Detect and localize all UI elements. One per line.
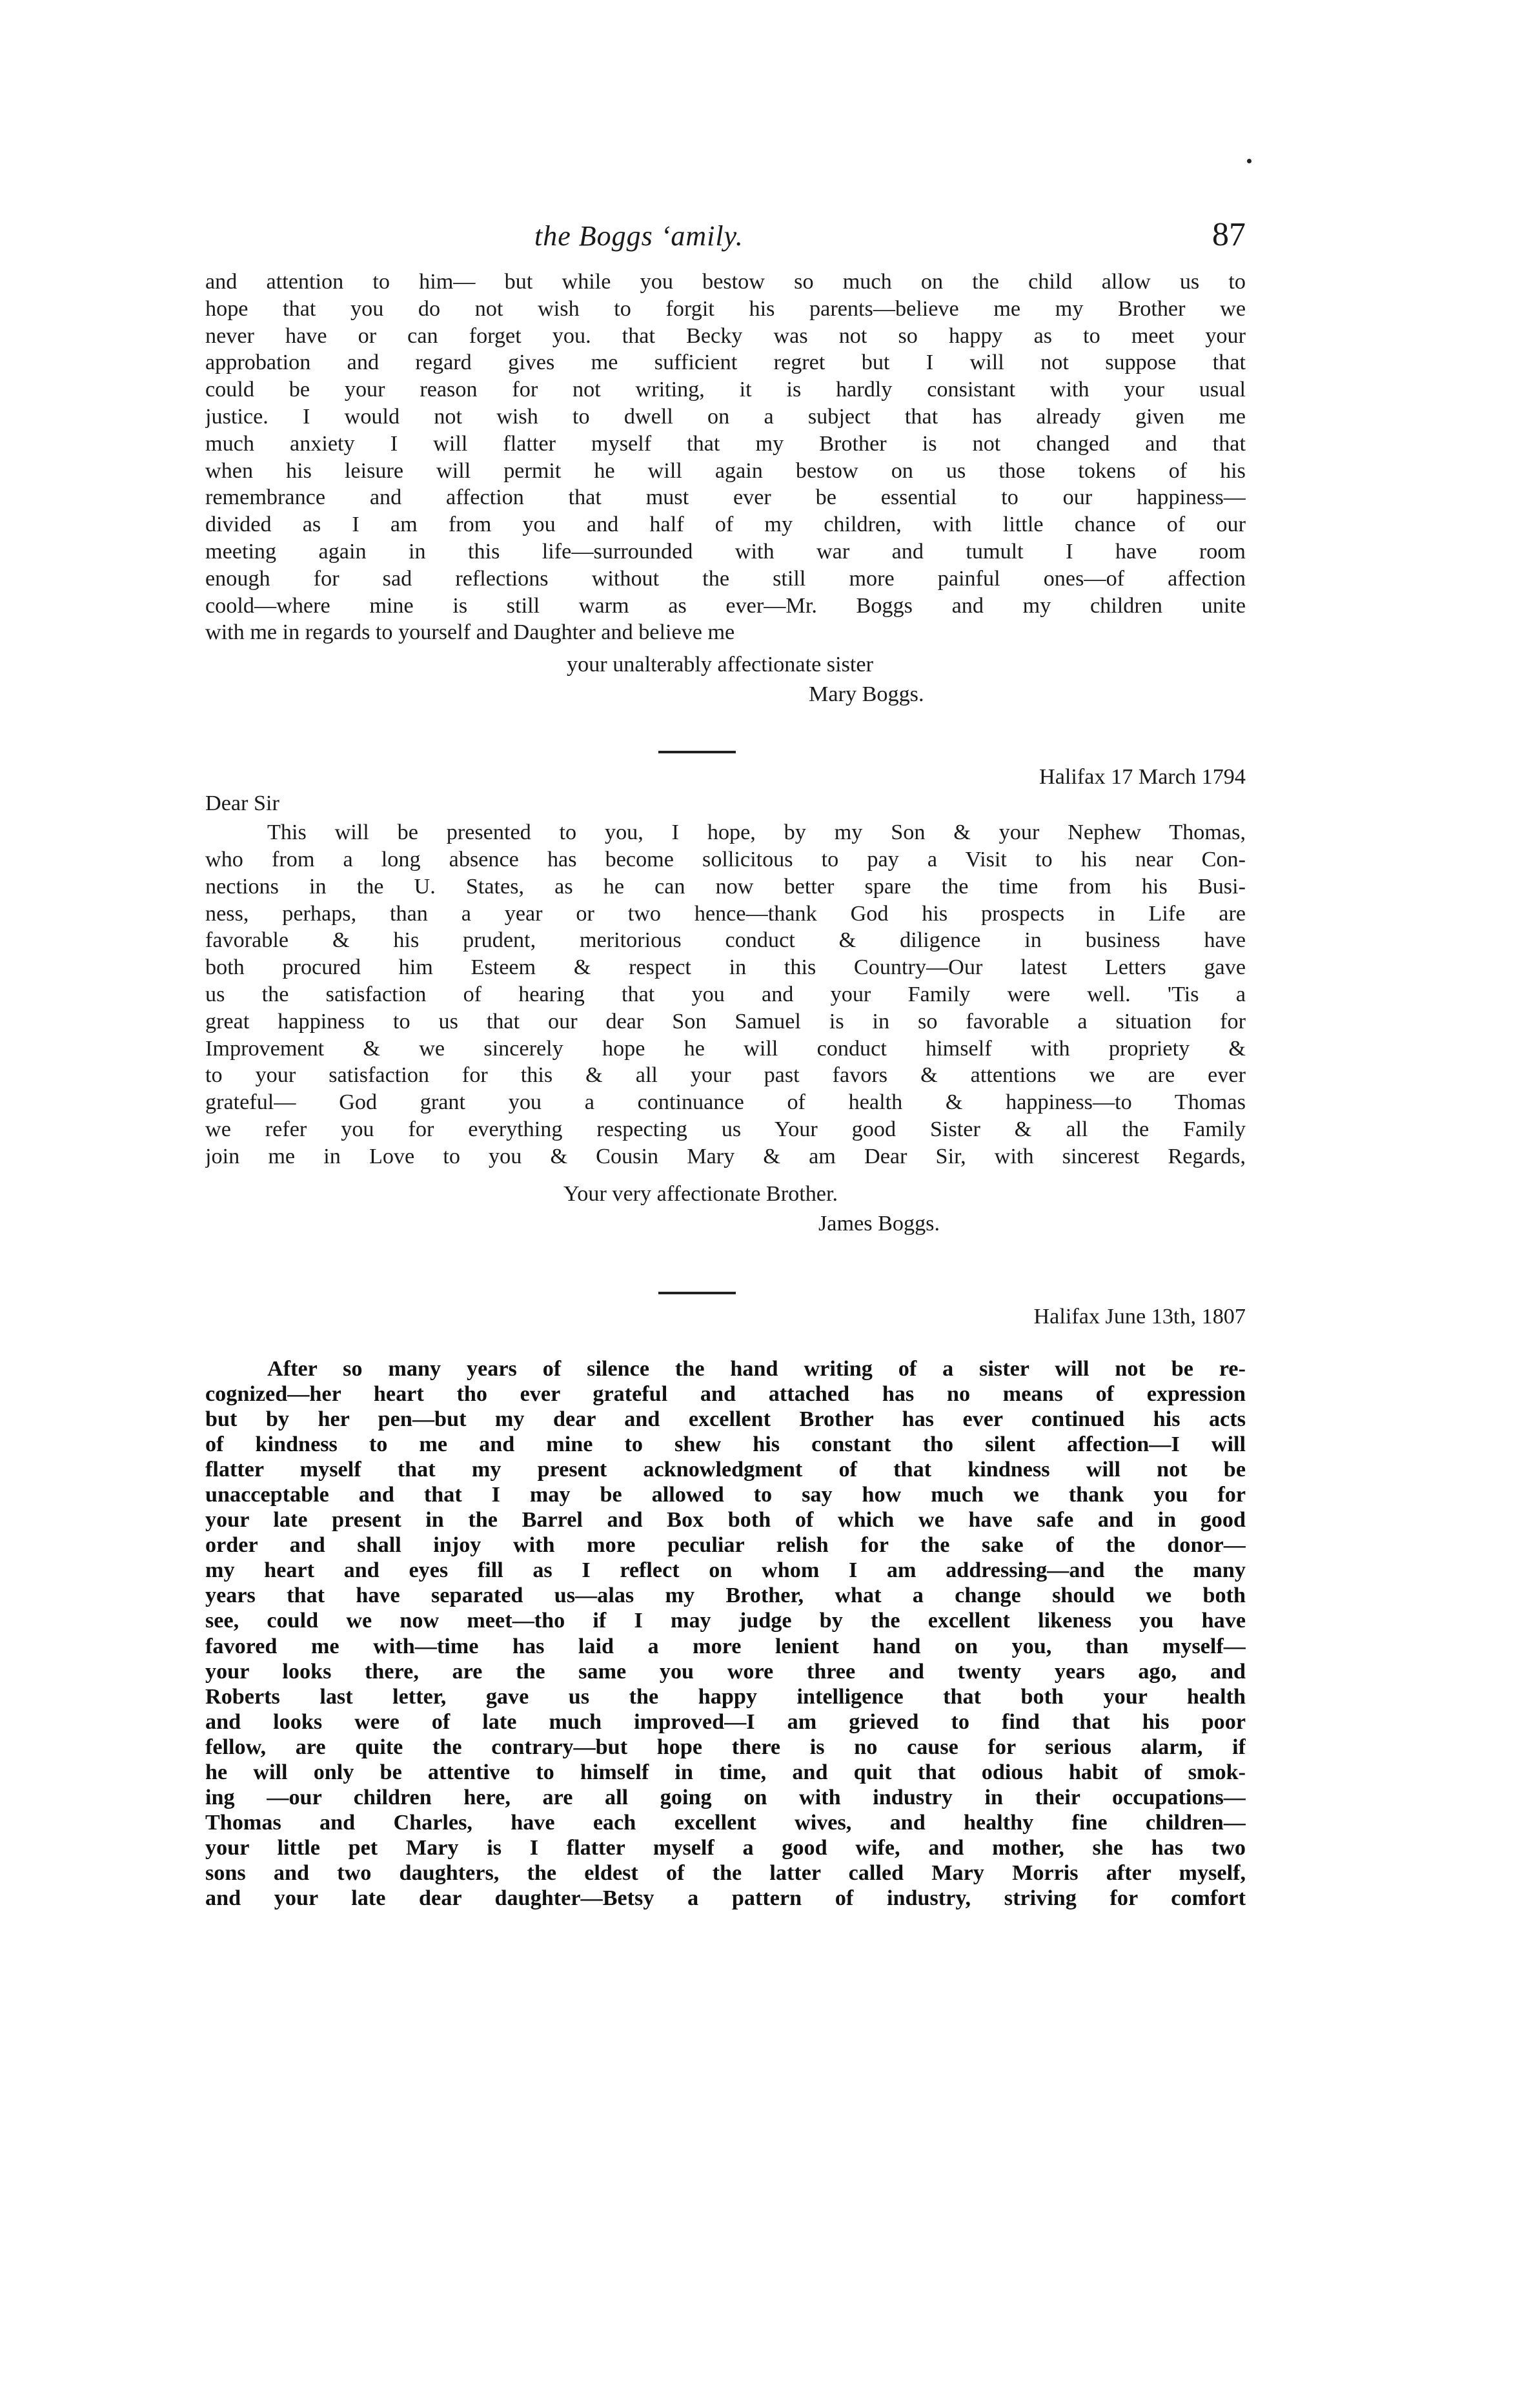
text-line: us the satisfaction of hearing that you and your Family were well. 'Tis a bbox=[205, 982, 1246, 1006]
text-line: meeting again in this life—surrounded with war and tumult I have room bbox=[205, 539, 1246, 564]
text-line: and your late dear daughter—Betsy a pattern of industry, striving for comfort bbox=[205, 1886, 1246, 1911]
stray-mark bbox=[1247, 159, 1251, 163]
text-line: your looks there, are the same you wore three and twenty years ago, and bbox=[205, 1659, 1246, 1684]
text-line: great happiness to us that our dear Son Samuel is in so favorable a situation for bbox=[205, 1009, 1246, 1034]
text-line: enough for sad reflections without the still more painful ones—of affection bbox=[205, 566, 1246, 591]
text-line: much anxiety I will flatter myself that my Brother is not changed and that bbox=[205, 431, 1246, 456]
text-line: divided as I am from you and half of my children, with little chance of our bbox=[205, 513, 1246, 537]
text-line: remembrance and affection that must ever be essential to our happiness— bbox=[205, 485, 1246, 510]
text-line: This will be presented to you, I hope, by my Son & your Nephew Thomas, bbox=[267, 820, 1246, 845]
letter-1807-body bbox=[205, 1356, 1246, 1911]
text-line: sons and two daughters, the eldest of the latter called Mary Morris after myself, bbox=[205, 1861, 1246, 1886]
text-line: coold—where mine is still warm as ever—Mr. Boggs and my children unite bbox=[205, 593, 1246, 618]
text-line: who from a long absence has become sollicitous to pay a Visit to his near Con- bbox=[205, 847, 1246, 871]
letter-1807-dateline: Halifax June 13th, 1807 bbox=[1033, 1304, 1246, 1329]
text-line: cognized—her heart tho ever grateful and attached has no means of expression bbox=[205, 1381, 1246, 1406]
text-line: After so many years of silence the hand writing of a sister will not be re- bbox=[267, 1356, 1246, 1381]
text-line: grateful— God grant you a continuance of health & happiness—to Thomas bbox=[205, 1090, 1246, 1115]
signature: Mary Boggs. bbox=[809, 682, 924, 707]
text-line: never have or can forget you. that Becky was not so happy as to meet your bbox=[205, 323, 1246, 348]
text-line: Improvement & we sincerely hope he will conduct himself with propriety & bbox=[205, 1036, 1246, 1061]
letter-mary-boggs-body bbox=[205, 269, 1246, 646]
text-line: and attention to him— but while you bestow so much on the child allow us to bbox=[205, 270, 1246, 294]
text-line: we refer you for everything respecting us Your good Sister & all the Family bbox=[205, 1117, 1246, 1141]
letter-james-boggs-body bbox=[205, 819, 1246, 1170]
text-line: years that have separated us—alas my Brother, what a change should we both bbox=[205, 1584, 1246, 1608]
closing-phrase: your unalterably affectionate sister bbox=[567, 653, 873, 677]
text-line: join me in Love to you & Cousin Mary & am Dear Sir, with sincerest Regards, bbox=[205, 1144, 1246, 1168]
text-line: and looks were of late much improved—I am grieved to find that his poor bbox=[205, 1709, 1246, 1734]
text-line: ness, perhaps, than a year or two hence—thank God his prospects in Life are bbox=[205, 901, 1246, 926]
text-line: unacceptable and that I may be allowed to say how much we thank you for bbox=[205, 1482, 1246, 1507]
text-line: favorable & his prudent, meritorious conduct & diligence in business have bbox=[205, 928, 1246, 953]
text-line: Thomas and Charles, have each excellent wives, and healthy fine children— bbox=[205, 1811, 1246, 1835]
text-line: but by her pen—but my dear and excellent Brother has ever continued his acts bbox=[205, 1407, 1246, 1431]
text-line: hope that you do not wish to forgit his parents—believe me my Brother we bbox=[205, 296, 1246, 321]
text-line: both procured him Esteem & respect in this Country—Our latest Letters gave bbox=[205, 955, 1246, 980]
signature: James Boggs. bbox=[818, 1211, 940, 1236]
text-line: to your satisfaction for this & all your past favors & attentions we are ever bbox=[205, 1063, 1246, 1088]
text-line: approbation and regard gives me sufficient regret but I will not suppose that bbox=[205, 351, 1246, 375]
text-line: order and shall injoy with more peculiar relish for the sake of the donor— bbox=[205, 1533, 1246, 1558]
running-head: the Boggs ʻamily. bbox=[534, 220, 744, 252]
text-line: justice. I would not wish to dwell on a subject that has already given me bbox=[205, 404, 1246, 429]
text-line: nections in the U. States, as he can now better spare the time from his Busi- bbox=[205, 874, 1246, 899]
page-number: 87 bbox=[1212, 216, 1246, 253]
text-line: when his leisure will permit he will again bestow on us those tokens of his bbox=[205, 458, 1246, 483]
section-divider bbox=[658, 751, 736, 753]
section-divider bbox=[658, 1292, 736, 1294]
text-line: could be your reason for not writing, it is hardly consistant with your usual bbox=[205, 378, 1246, 402]
text-line: ing —our children here, are all going on with industry in their occupations— bbox=[205, 1786, 1246, 1810]
letter-james-boggs-salutation: Dear Sir bbox=[205, 791, 279, 816]
text-line: he will only be attentive to himself in time, and quit that odious habit of smok- bbox=[205, 1760, 1246, 1785]
text-line: your little pet Mary is I flatter myself a good wife, and mother, she has two bbox=[205, 1836, 1246, 1860]
text-line: Roberts last letter, gave us the happy intelligence that both your health bbox=[205, 1684, 1246, 1709]
text-line: your late present in the Barrel and Box both of which we have safe and in good bbox=[205, 1508, 1246, 1533]
text-line: of kindness to me and mine to shew his constant tho silent affection—I will bbox=[205, 1432, 1246, 1456]
letter-james-boggs-closing bbox=[205, 1179, 1246, 1239]
book-page bbox=[205, 216, 1246, 1911]
letter-james-boggs-dateline: Halifax 17 March 1794 bbox=[1039, 765, 1246, 789]
text-line: flatter myself that my present acknowledgment of that kindness will not be bbox=[205, 1457, 1246, 1482]
text-line: see, could we now meet—tho if I may judge by the excellent likeness you have bbox=[205, 1609, 1246, 1633]
text-line: fellow, are quite the contrary—but hope there is no cause for serious alarm, if bbox=[205, 1735, 1246, 1759]
letter-mary-boggs-closing bbox=[205, 650, 1246, 709]
text-line: favored me with—time has laid a more lenient hand on you, than myself— bbox=[205, 1634, 1246, 1658]
text-line: my heart and eyes fill as I reflect on whom I am addressing—and the many bbox=[205, 1558, 1246, 1583]
text-line: with me in regards to yourself and Daughter and believe me bbox=[205, 620, 735, 645]
closing-phrase: Your very affectionate Brother. bbox=[563, 1181, 838, 1206]
page-header bbox=[205, 216, 1246, 271]
